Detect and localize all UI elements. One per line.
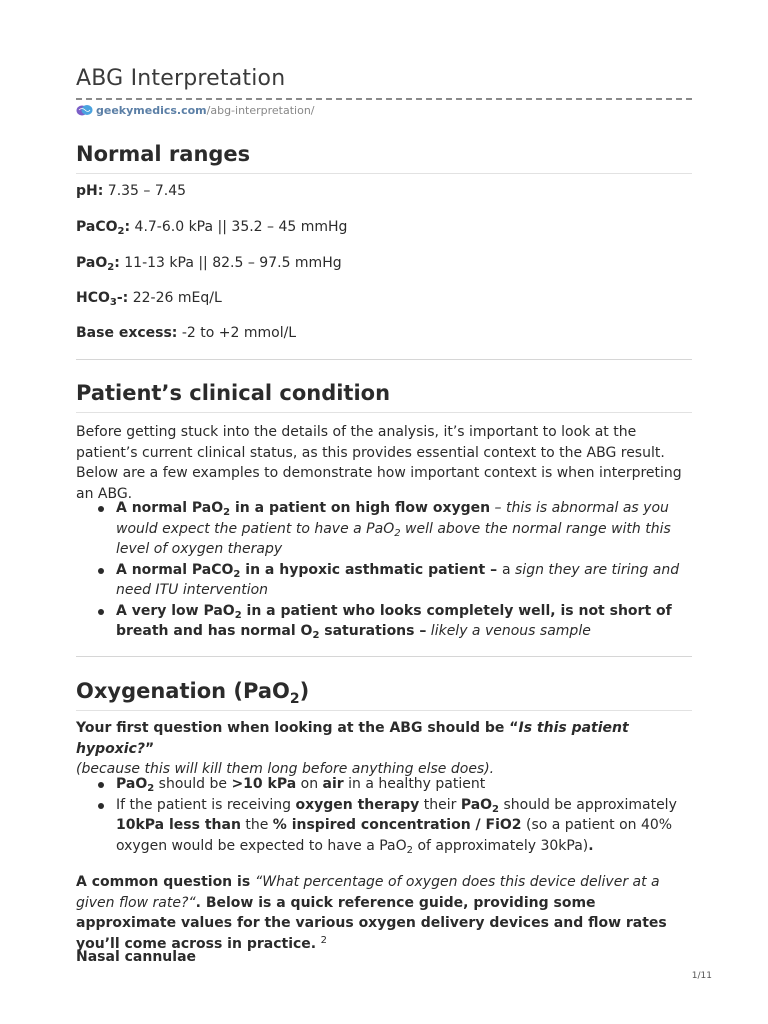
section-heading-clinical-condition: Patient’s clinical condition xyxy=(76,381,391,405)
first-question-paragraph: Your first question when looking at the ABG should be “Is this patient hypoxic?” (because this will kill them long before anything else does). xyxy=(76,720,629,777)
section-heading-normal-ranges: Normal ranges xyxy=(76,142,251,166)
section-divider xyxy=(76,656,692,657)
document-title: ABG Interpretation xyxy=(76,66,286,91)
range-pao2: PaO$_2$: 11-13 kPa || 82.5 – 97.5 mmHg xyxy=(76,255,342,273)
section-divider xyxy=(76,412,692,413)
list-item: A normal PaCO$_2$ in a hypoxic asthmatic patient – a sign they are tiring and need ITU intervention xyxy=(76,560,692,601)
clinical-intro-paragraph: Before getting stuck into the details of the analysis, it’s important to look at the patient’s current clinical status, as this provides essential context to the ABG result. Below are a few examples to demonstrate how important context is when interpreting an ABG. xyxy=(76,424,682,502)
oxygenation-list xyxy=(76,774,692,856)
list-item: If the patient is receiving oxygen therapy their PaO$_2$ should be approximately 10kPa less than the % inspired concentration / FiO2 (so a patient on 40% oxygen would be expected to have a PaO$_2$ of approximately 30kPa). xyxy=(76,795,692,857)
subheading-nasal-cannulae: Nasal cannulae xyxy=(76,949,197,965)
common-question-paragraph: A common question is “What percentage of oxygen does this device deliver at a given flow rate?“. Below is a quick reference guide, providing some approximate values for the various oxygen delivery devices and flow rates you’ll come across in practice. $^2$ xyxy=(76,874,667,952)
section-divider xyxy=(76,359,692,360)
clinical-examples-list xyxy=(76,498,692,642)
title-divider xyxy=(76,98,692,100)
list-item: PaO$_2$ should be >10 kPa on air in a healthy patient xyxy=(76,774,692,795)
source-path: /abg-interpretation/ xyxy=(206,104,315,117)
range-ph: pH: 7.35 – 7.45 xyxy=(76,183,187,199)
page-number: 1/11 xyxy=(691,971,712,981)
range-paco2: PaCO$_2$: 4.7-6.0 kPa || 35.2 – 45 mmHg xyxy=(76,219,348,237)
section-heading-oxygenation: Oxygenation (PaO$_2$) xyxy=(76,679,310,707)
list-item: A very low PaO$_2$ in a patient who looks completely well, is not short of breath and has normal $O_2$ saturations – likely a venous sample xyxy=(76,601,692,642)
range-base-excess: Base excess: -2 to +2 mmol/L xyxy=(76,325,297,341)
source-domain: geekymedics.com xyxy=(96,104,207,117)
range-hco3: $HCO_3-$: 22-26 mEq/L xyxy=(76,290,222,308)
list-item: A normal PaO$_2$ in a patient on high flow oxygen – this is abnormal as you would expect the patient to have a PaO$_2$ well above the normal range with this level of oxygen therapy xyxy=(76,498,692,560)
geekymedics-logo-icon xyxy=(76,104,93,117)
section-divider xyxy=(76,173,692,174)
source-link[interactable] xyxy=(76,104,315,117)
section-divider xyxy=(76,710,692,711)
